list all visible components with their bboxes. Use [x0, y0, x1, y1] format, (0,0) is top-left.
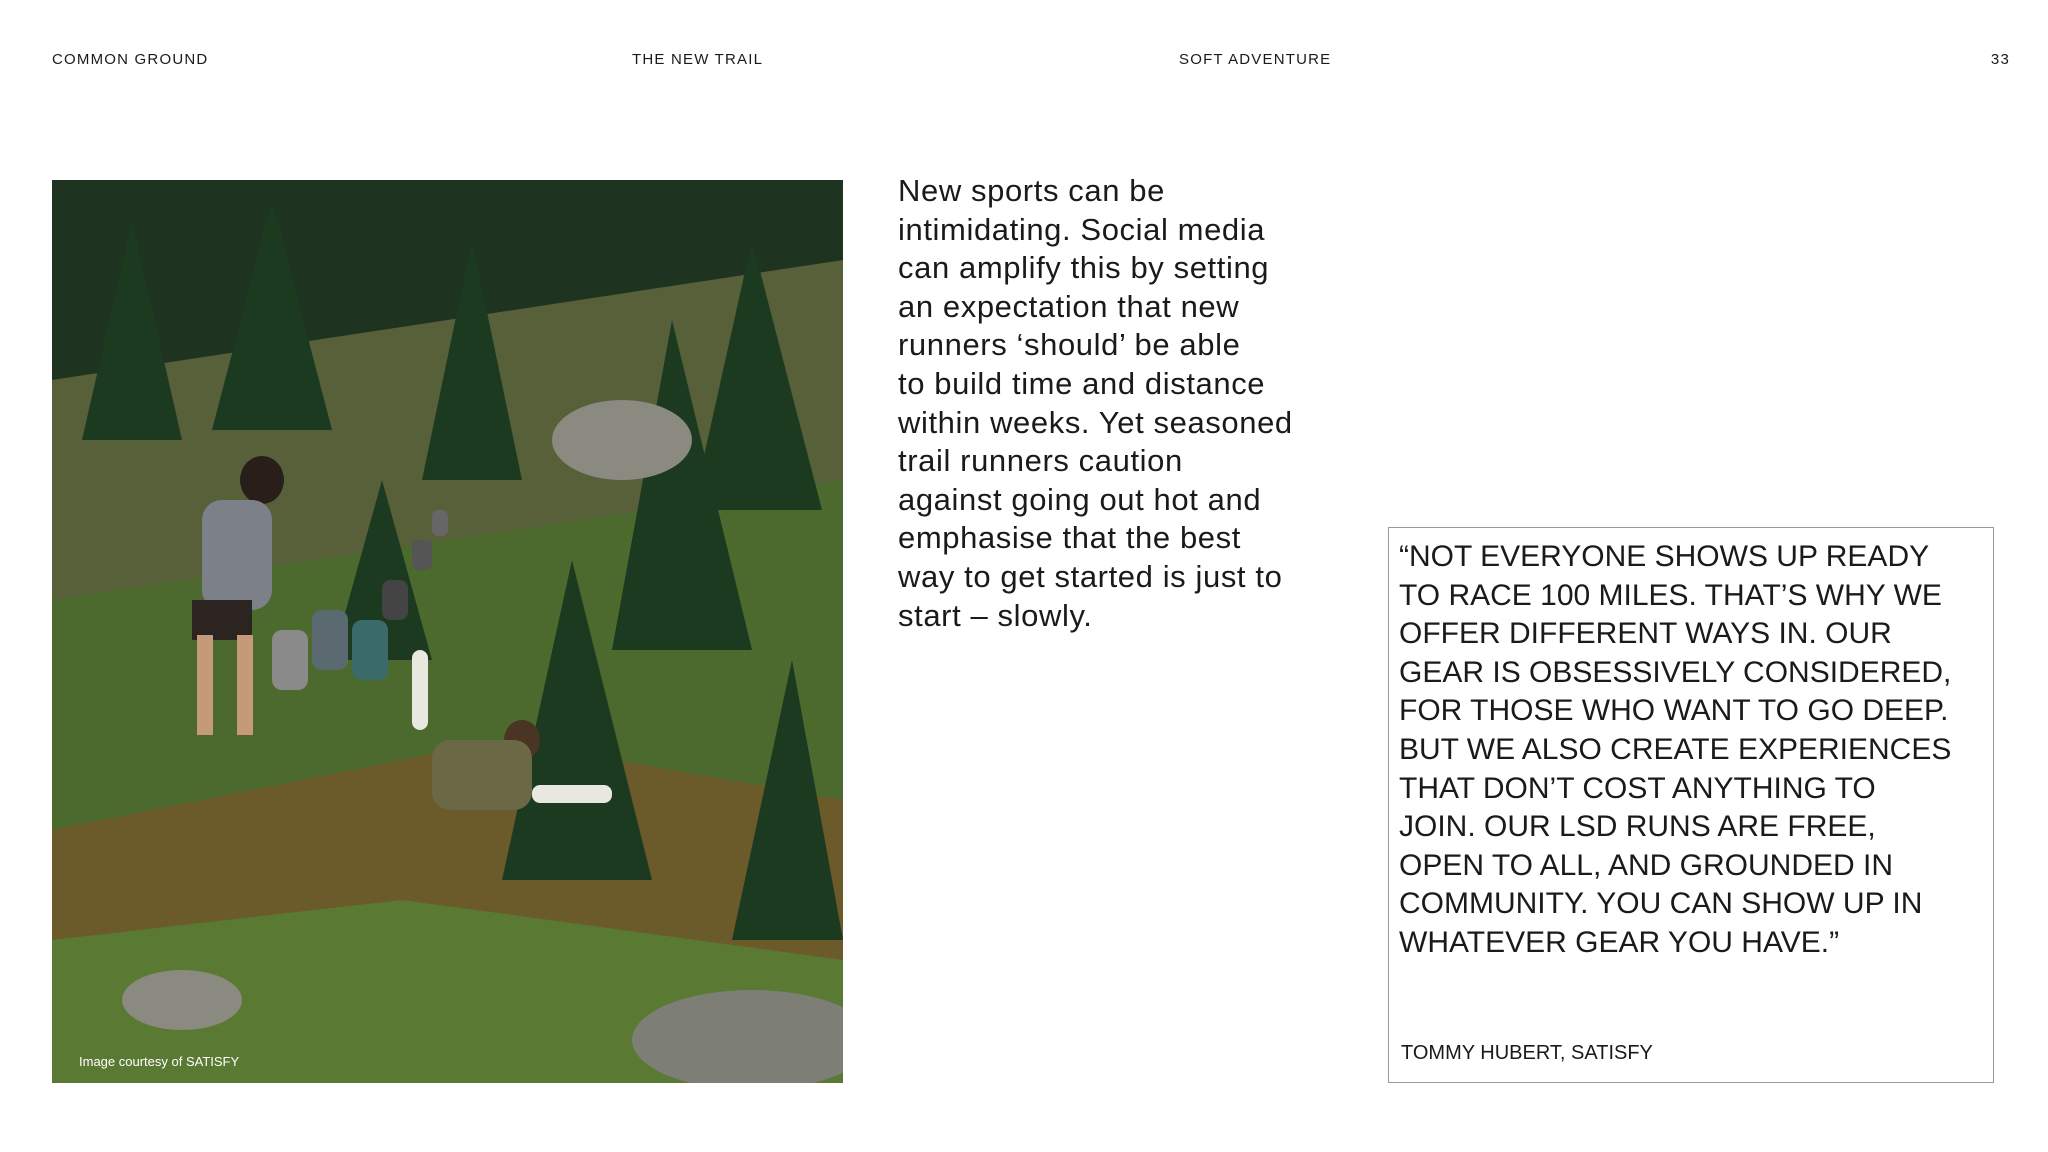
body-paragraph: [898, 172, 1338, 635]
page-number: 33: [1990, 51, 2010, 68]
body-text-line: within weeks. Yet seasoned: [898, 404, 1293, 440]
body-text-line: New sports can be: [898, 173, 1165, 208]
body-text-line: against going out hot and: [898, 481, 1262, 517]
header-topic: SOFT ADVENTURE: [1179, 51, 1332, 68]
body-text-line: emphasise that the best: [898, 520, 1241, 556]
quote-text-line: FOR THOSE WHO WANT TO GO DEEP.: [1399, 694, 1949, 728]
quote-text-line: OFFER DIFFERENT WAYS IN. OUR: [1399, 617, 1892, 651]
quote-text-line: OPEN TO ALL, AND GROUNDED IN: [1399, 848, 1894, 882]
quote-text-line: TO RACE 100 MILES. THAT’S WHY WE: [1399, 578, 1942, 612]
body-text-line: intimidating. Social media: [898, 211, 1266, 247]
quote-text-line: THAT DON’T COST ANYTHING TO: [1399, 771, 1876, 805]
quote-text-line: WHATEVER GEAR YOU HAVE.”: [1399, 925, 1840, 959]
quote-attribution: TOMMY HUBERT, SATISFY: [1401, 1042, 1653, 1064]
photo-credit: Image courtesy of SATISFY: [79, 1054, 240, 1069]
quote-text-line: JOIN. OUR LSD RUNS ARE FREE,: [1399, 810, 1876, 844]
quote-text-line: COMMUNITY. YOU CAN SHOW UP IN: [1399, 887, 1923, 921]
quote-text-line: “NOT EVERYONE SHOWS UP READY: [1399, 540, 1930, 573]
body-text-line: way to get started is just to: [898, 558, 1283, 594]
quote-text-line: BUT WE ALSO CREATE EXPERIENCES: [1399, 732, 1952, 766]
header-section: THE NEW TRAIL: [632, 51, 764, 68]
photo-illustration: [52, 180, 843, 1083]
trail-runners-photo: [52, 180, 843, 1083]
body-text-line: to build time and distance: [898, 365, 1266, 401]
quote-text-line: GEAR IS OBSESSIVELY CONSIDERED,: [1399, 655, 1952, 689]
header-publication: COMMON GROUND: [52, 51, 209, 68]
body-text-line: can amplify this by setting: [898, 250, 1270, 286]
body-text-line: start – slowly.: [898, 597, 1093, 633]
body-text-line: runners ‘should’ be able: [898, 327, 1241, 363]
pull-quote-box: [1388, 527, 1994, 1083]
body-text-line: an expectation that new: [898, 288, 1240, 324]
pull-quote-text: [1399, 538, 1951, 963]
body-text-line: trail runners caution: [898, 443, 1183, 479]
